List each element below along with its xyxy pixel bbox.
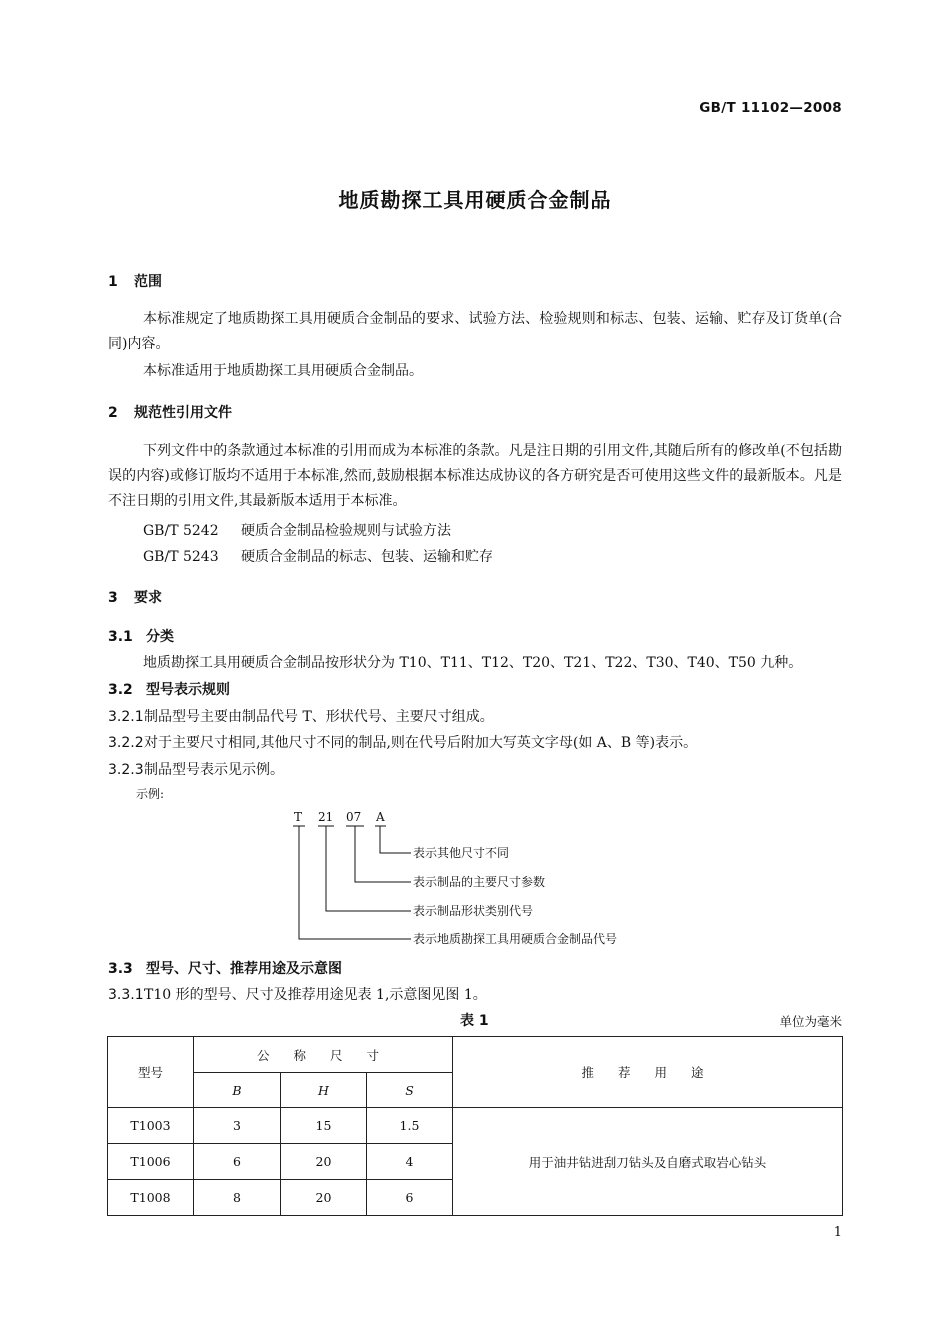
header-S: S — [367, 1073, 453, 1108]
header-H: H — [281, 1073, 367, 1108]
section-title: 型号表示规则 — [146, 682, 230, 698]
cell-H: 20 — [281, 1144, 367, 1180]
section-3-3-heading — [108, 958, 342, 978]
reference-item — [143, 546, 493, 566]
cell-S: 1.5 — [367, 1108, 453, 1144]
section-3-heading — [108, 587, 162, 607]
section-title: 规范性引用文件 — [134, 405, 232, 421]
section-title: 型号、尺寸、推荐用途及示意图 — [146, 961, 342, 977]
clause-3-2-1 — [108, 706, 494, 726]
section-number: 2 — [108, 405, 118, 421]
label-shape-code: 表示制品形状类别代号 — [413, 904, 534, 918]
cell-model: T1003 — [108, 1108, 194, 1144]
table-caption: 表 1 — [460, 1013, 489, 1029]
section-3-1-text: 地质勘探工具用硬质合金制品按形状分为 T10、T11、T12、T20、T21、T22、T30、T40、T50 九种。 — [143, 655, 803, 671]
code-part-A: A — [376, 810, 385, 824]
cell-model: T1008 — [108, 1180, 194, 1216]
table-unit: 单位为毫米 — [779, 1014, 842, 1029]
label-other-dims: 表示其他尺寸不同 — [413, 846, 510, 860]
section-number: 3.2 — [108, 682, 133, 698]
code-part-21: 21 — [318, 810, 334, 824]
spec-table — [107, 1036, 843, 1216]
section-1-paragraph-2: 本标准适用于地质勘探工具用硬质合金制品。 — [143, 363, 423, 379]
section-2-paragraph: 下列文件中的条款通过本标准的引用而成为本标准的条款。凡是注日期的引用文件,其随后所有的修改单(不包括勘误的内容)或修订版均不适用于本标准,然而,鼓励根据本标准达成协议的各方研究是否可使用这些文件的最新版本。凡是不注日期的引用文件,其最新版本适用于本标准。 — [108, 443, 842, 509]
cell-B: 8 — [194, 1180, 281, 1216]
page-number: 1 — [833, 1225, 842, 1240]
cell-model: T1006 — [108, 1144, 194, 1180]
reference-code: GB/T 5243 — [143, 549, 219, 565]
clause-number: 3.3.1 — [108, 987, 144, 1003]
reference-code: GB/T 5242 — [143, 523, 219, 539]
table-row — [108, 1108, 843, 1144]
section-2-heading — [108, 402, 232, 422]
cell-H: 20 — [281, 1180, 367, 1216]
cell-B: 3 — [194, 1108, 281, 1144]
section-number: 1 — [108, 274, 118, 290]
clause-3-2-2 — [108, 732, 697, 752]
section-title: 分类 — [146, 629, 174, 645]
header-model: 型号 — [108, 1037, 194, 1108]
model-designation-diagram — [280, 805, 680, 950]
section-title: 范围 — [134, 274, 162, 290]
clause-number: 3.2.1 — [108, 709, 144, 725]
standard-number: GB/T 11102—2008 — [699, 100, 842, 116]
clause-3-2-3 — [108, 759, 284, 779]
section-number: 3 — [108, 590, 118, 606]
label-product-code: 表示地质勘探工具用硬质合金制品代号 — [413, 932, 618, 946]
section-title: 要求 — [134, 590, 162, 606]
reference-item — [143, 520, 451, 540]
clause-3-3-1 — [108, 984, 487, 1004]
clause-text: 制品型号主要由制品代号 T、形状代号、主要尺寸组成。 — [144, 709, 494, 725]
leader-21 — [326, 826, 411, 911]
code-part-07: 07 — [346, 810, 362, 824]
document-title: 地质勘探工具用硬质合金制品 — [338, 188, 612, 212]
cell-S: 6 — [367, 1180, 453, 1216]
header-recommended-use: 推 荐 用 途 — [453, 1037, 843, 1108]
reference-title: 硬质合金制品检验规则与试验方法 — [241, 523, 451, 539]
clause-text: 对于主要尺寸相同,其他尺寸不同的制品,则在代号后附加大写英文字母(如 A、B 等)表示。 — [144, 735, 698, 751]
clause-text: T10 形的型号、尺寸及推荐用途见表 1,示意图见图 1。 — [144, 987, 487, 1003]
clause-text: 制品型号表示见示例。 — [144, 762, 284, 778]
cell-recommended-use: 用于油井钻进刮刀钻头及自磨式取岩心钻头 — [453, 1108, 843, 1216]
section-number: 3.1 — [108, 629, 133, 645]
cell-H: 15 — [281, 1108, 367, 1144]
section-1-heading — [108, 271, 162, 291]
code-part-T: T — [294, 810, 303, 824]
section-3-2-heading — [108, 679, 230, 699]
clause-number: 3.2.3 — [108, 762, 144, 778]
leader-A — [380, 826, 411, 853]
section-number: 3.3 — [108, 961, 133, 977]
clause-number: 3.2.2 — [108, 735, 144, 751]
header-nominal-dims: 公 称 尺 寸 — [194, 1037, 453, 1073]
reference-title: 硬质合金制品的标志、包装、运输和贮存 — [241, 549, 493, 565]
cell-S: 4 — [367, 1144, 453, 1180]
example-label: 示例: — [136, 787, 165, 801]
cell-B: 6 — [194, 1144, 281, 1180]
header-B: B — [194, 1073, 281, 1108]
leader-07 — [355, 826, 411, 882]
section-1-paragraph-1: 本标准规定了地质勘探工具用硬质合金制品的要求、试验方法、检验规则和标志、包装、运输、贮存及订货单(合同)内容。 — [108, 311, 842, 352]
label-main-dims: 表示制品的主要尺寸参数 — [413, 875, 546, 889]
section-3-1-heading — [108, 626, 174, 646]
